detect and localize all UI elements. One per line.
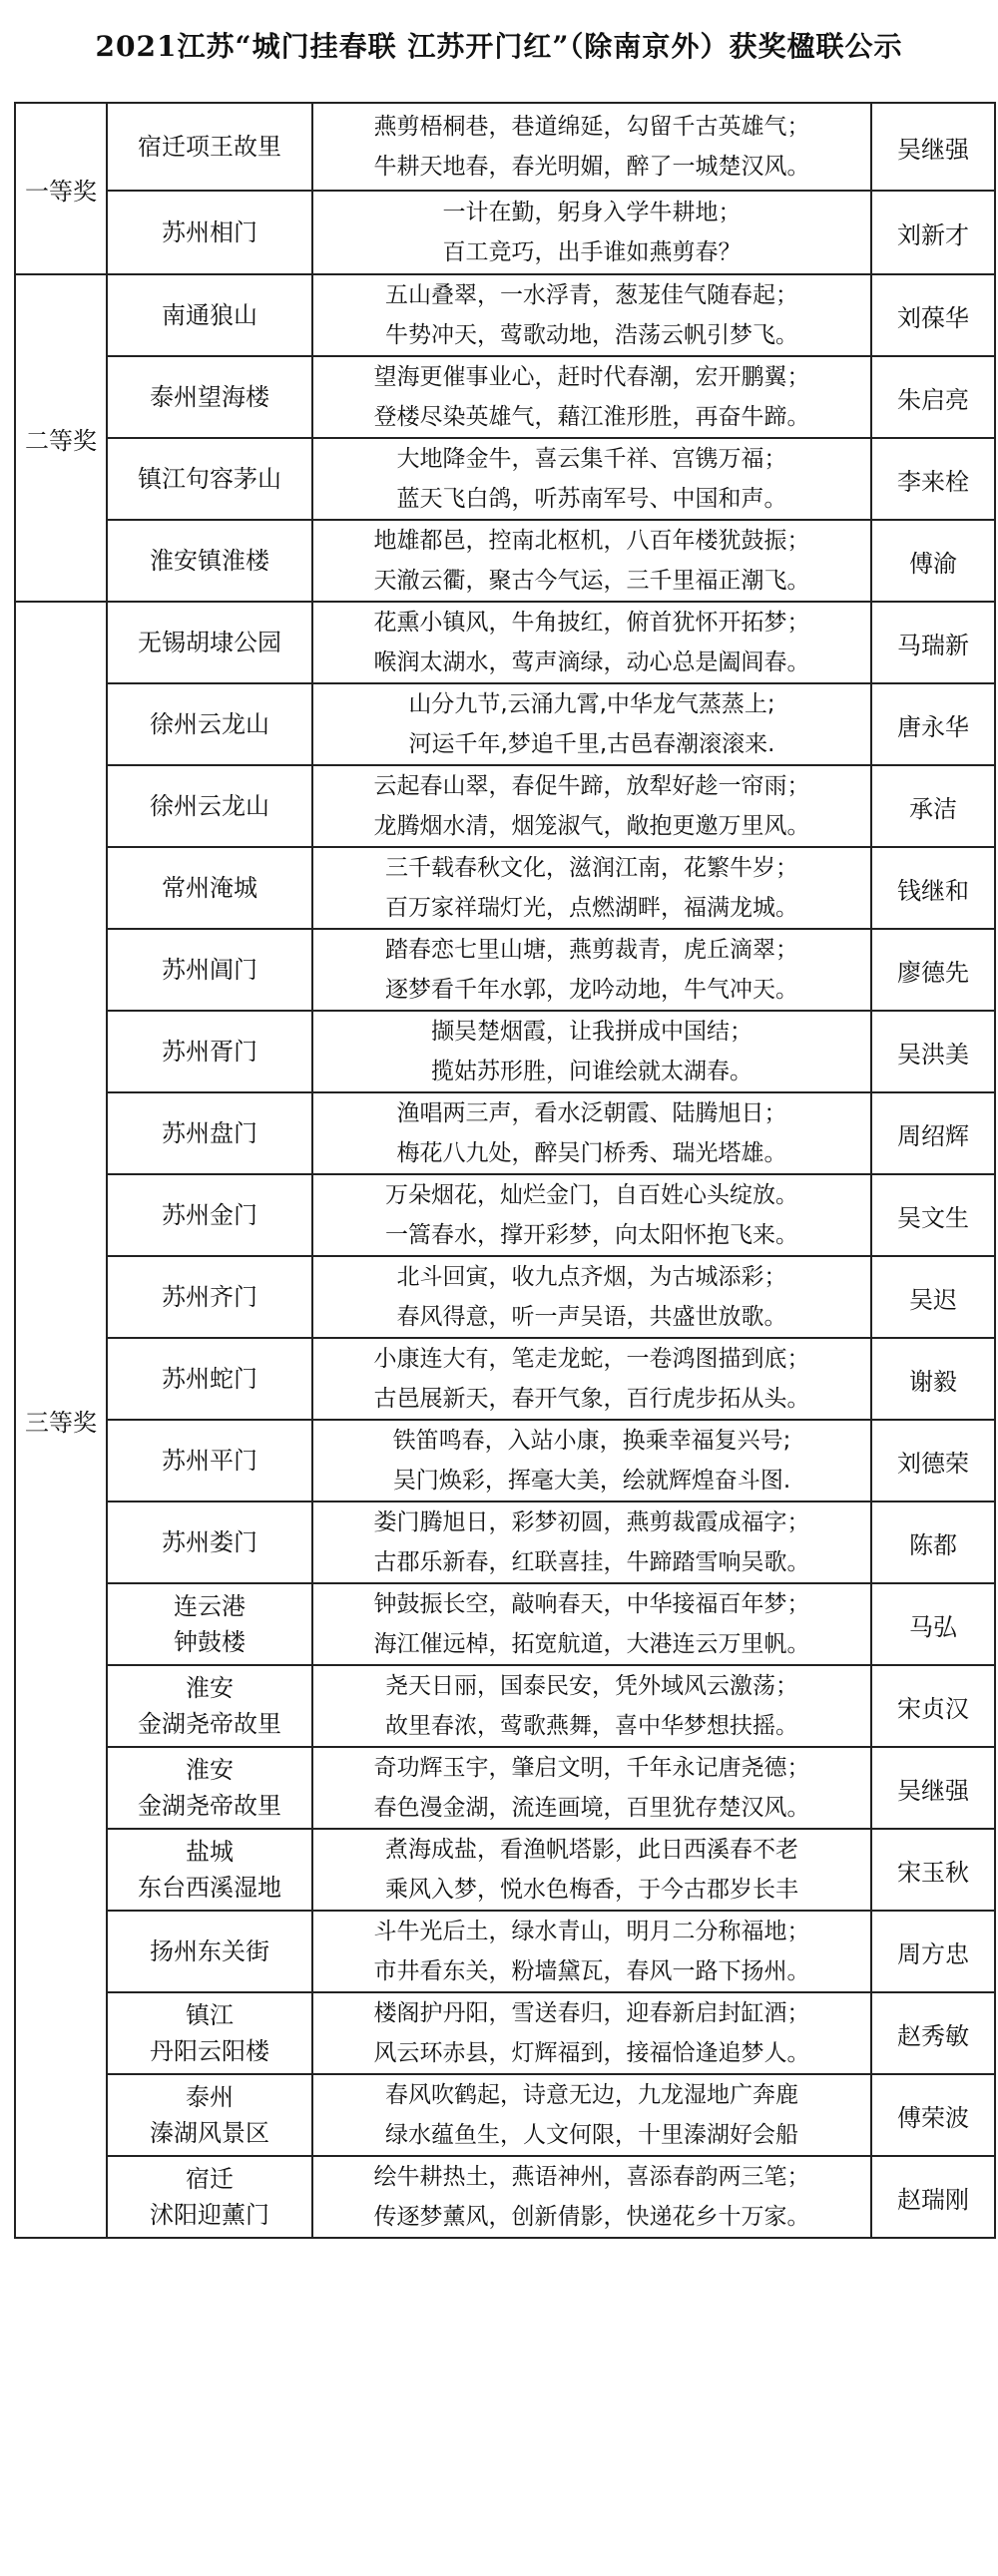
couplet-upper-line: 踏春恋七里山塘，燕剪裁青，虎丘滴翠；	[385, 937, 798, 963]
couplet-lower-line: 天澈云衢，聚古今气运，三千里福正潮飞。	[373, 568, 810, 594]
award-level-cell: 二等奖	[15, 274, 107, 602]
award-level-cell: 一等奖	[15, 103, 107, 274]
author-cell: 吴洪美	[871, 1011, 995, 1092]
author-cell: 吴文生	[871, 1174, 995, 1256]
location-line: 苏州娄门	[162, 1528, 257, 1556]
location-cell	[107, 274, 312, 356]
location-cell	[107, 1420, 312, 1502]
couplet-cell	[312, 1256, 871, 1338]
location-cell	[107, 765, 312, 847]
couplet-cell	[312, 1829, 871, 1911]
couplet-upper-line: 大地降金牛，喜云集千祥、宫镌万福；	[396, 446, 787, 472]
couplet-lower-line: 吴门焕彩，挥毫大美，绘就辉煌奋斗图.	[392, 1468, 791, 1494]
table-row	[15, 1092, 995, 1174]
table-row	[15, 1174, 995, 1256]
couplet-upper-line: 万朵烟花，灿烂金门，自百姓心头绽放。	[385, 1182, 798, 1208]
couplet-lower-line: 绿水蕴鱼生，人文何限，十里溱湖好会船	[385, 2122, 798, 2148]
couplet-cell	[312, 438, 871, 520]
author-cell: 廖德先	[871, 929, 995, 1011]
location-cell	[107, 602, 312, 683]
author-cell: 马弘	[871, 1583, 995, 1665]
location-cell	[107, 1829, 312, 1911]
table-row	[15, 1911, 995, 1992]
location-line: 镇江句容茅山	[138, 465, 281, 493]
location-line: 钟鼓楼	[174, 1628, 246, 1656]
couplet-cell	[312, 2156, 871, 2238]
table-row	[15, 602, 995, 683]
couplet-upper-line: 望海更催事业心，赶时代春潮，宏开鹏翼；	[373, 364, 810, 390]
location-line: 淮安	[186, 1674, 234, 1702]
location-cell	[107, 356, 312, 438]
author-cell: 傅渝	[871, 520, 995, 602]
couplet-lower-line: 故里春浓，莺歌燕舞，喜中华梦想扶摇。	[385, 1713, 798, 1739]
table-row	[15, 1256, 995, 1338]
author-cell: 马瑞新	[871, 602, 995, 683]
couplet-cell	[312, 1338, 871, 1420]
location-line: 泰州望海楼	[150, 383, 269, 411]
location-line: 沭阳迎薰门	[150, 2201, 269, 2229]
table-row	[15, 1338, 995, 1420]
table-row	[15, 847, 995, 929]
location-cell	[107, 1011, 312, 1092]
author-cell: 陈都	[871, 1502, 995, 1583]
couplet-lower-line: 乘风入梦，悦水色梅香，于今古郡岁长丰	[385, 1877, 798, 1903]
location-line: 盐城	[186, 1838, 234, 1866]
couplet-upper-line: 云起春山翠，春促牛蹄，放犁好趁一帘雨；	[373, 773, 810, 799]
couplet-lower-line: 梅花八九处，醉吴门桥秀、瑞光塔雄。	[396, 1140, 787, 1166]
location-line: 淮安镇淮楼	[150, 547, 269, 575]
couplet-cell	[312, 1420, 871, 1502]
location-cell	[107, 1747, 312, 1829]
couplet-lower-line: 龙腾烟水清，烟笼淑气，敞抱更邀万里风。	[373, 813, 810, 839]
location-cell	[107, 683, 312, 765]
couplet-upper-line: 三千载春秋文化，滋润江南，花繁牛岁；	[385, 855, 798, 881]
couplet-cell	[312, 1665, 871, 1747]
location-line: 苏州胥门	[162, 1038, 257, 1066]
couplet-cell	[312, 765, 871, 847]
couplet-cell	[312, 683, 871, 765]
table-row	[15, 356, 995, 438]
couplet-upper-line: 绘牛耕热土，燕语神州，喜添春韵两三笔；	[373, 2164, 810, 2190]
location-line: 苏州平门	[162, 1447, 257, 1475]
location-line: 金湖尧帝故里	[138, 1792, 281, 1820]
author-cell: 周绍辉	[871, 1092, 995, 1174]
location-cell	[107, 2156, 312, 2238]
location-cell	[107, 1092, 312, 1174]
location-line: 扬州东关街	[150, 1937, 269, 1965]
location-cell	[107, 1256, 312, 1338]
location-line: 苏州盘门	[162, 1119, 257, 1147]
location-line: 徐州云龙山	[150, 710, 269, 738]
couplet-upper-line: 花熏小镇风，牛角披红，俯首犹怀开拓梦；	[373, 610, 810, 636]
table-row	[15, 2074, 995, 2156]
couplet-cell	[312, 847, 871, 929]
table-row	[15, 274, 995, 356]
location-line: 苏州金门	[162, 1201, 257, 1229]
location-cell	[107, 191, 312, 274]
location-cell	[107, 847, 312, 929]
couplet-lower-line: 市井看东关，粉墙黛瓦，春风一路下扬州。	[373, 1958, 810, 1984]
couplet-cell	[312, 1092, 871, 1174]
couplet-cell	[312, 356, 871, 438]
author-cell: 钱继和	[871, 847, 995, 929]
author-cell: 吴继强	[871, 1747, 995, 1829]
location-line: 无锡胡埭公园	[138, 629, 281, 656]
location-line: 镇江	[186, 2001, 234, 2029]
location-line: 南通狼山	[162, 301, 257, 329]
couplet-upper-line: 一计在勤，躬身入学牛耕地；	[442, 200, 742, 225]
table-row	[15, 765, 995, 847]
location-cell	[107, 438, 312, 520]
couplet-lower-line: 百万家祥瑞灯光，点燃湖畔，福满龙城。	[385, 895, 798, 921]
couplet-cell	[312, 1174, 871, 1256]
couplet-cell	[312, 274, 871, 356]
author-cell: 赵瑞刚	[871, 2156, 995, 2238]
location-cell	[107, 1583, 312, 1665]
table-row	[15, 1992, 995, 2074]
location-line: 泰州	[186, 2083, 234, 2111]
location-cell	[107, 929, 312, 1011]
table-row	[15, 2156, 995, 2238]
table-row	[15, 1747, 995, 1829]
couplet-cell	[312, 103, 871, 191]
couplet-lower-line: 传逐梦薰风，创新倩影，快递花乡十万家。	[373, 2204, 810, 2230]
couplet-lower-line: 河运千年,梦追千里,古邑春潮滚滚来.	[408, 731, 775, 757]
author-cell: 刘新才	[871, 191, 995, 274]
couplet-upper-line: 地雄都邑，控南北枢机，八百年楼犹鼓振；	[373, 528, 810, 554]
table-row	[15, 438, 995, 520]
location-line: 宿迁	[186, 2165, 234, 2193]
author-cell: 周方忠	[871, 1911, 995, 1992]
couplet-cell	[312, 929, 871, 1011]
table-row	[15, 1420, 995, 1502]
couplet-lower-line: 春风得意，听一声吴语，共盛世放歌。	[396, 1304, 787, 1330]
couplet-cell	[312, 1583, 871, 1665]
location-cell	[107, 2074, 312, 2156]
location-line: 徐州云龙山	[150, 792, 269, 820]
couplet-cell	[312, 602, 871, 683]
location-line: 苏州蛇门	[162, 1365, 257, 1393]
couplet-upper-line: 娄门腾旭日，彩梦初圆，燕剪裁霞成福字；	[373, 1509, 810, 1535]
table-row	[15, 1011, 995, 1092]
location-cell	[107, 103, 312, 191]
couplet-cell	[312, 2074, 871, 2156]
couplet-upper-line: 奇功辉玉宇，肇启文明，千年永记唐尧德；	[373, 1755, 810, 1781]
couplet-upper-line: 尧天日丽，国泰民安，凭外域风云激荡；	[385, 1673, 798, 1699]
location-line: 东台西溪湿地	[138, 1874, 281, 1902]
author-cell: 傅荣波	[871, 2074, 995, 2156]
author-cell: 谢毅	[871, 1338, 995, 1420]
couplet-upper-line: 煮海成盐，看渔帆塔影，此日西溪春不老	[385, 1837, 798, 1863]
table-row	[15, 683, 995, 765]
location-line: 丹阳云阳楼	[150, 2037, 269, 2065]
table-row	[15, 1829, 995, 1911]
couplet-cell	[312, 1011, 871, 1092]
awards-table	[14, 102, 996, 2239]
author-cell: 吴继强	[871, 103, 995, 191]
author-cell: 承洁	[871, 765, 995, 847]
location-cell	[107, 1665, 312, 1747]
couplet-lower-line: 牛耕天地春，春光明媚，醉了一城楚汉风。	[373, 154, 810, 180]
table-row	[15, 929, 995, 1011]
table-row	[15, 103, 995, 191]
couplet-upper-line: 钟鼓振长空，敲响春天，中华接福百年梦；	[373, 1591, 810, 1617]
document-title: 2021江苏“城门挂春联 江苏开门红”（除南京外）获奖楹联公示	[95, 30, 903, 63]
couplet-cell	[312, 191, 871, 274]
table-row	[15, 191, 995, 274]
couplet-lower-line: 风云环赤县，灯辉福到，接福恰逢追梦人。	[373, 2040, 810, 2066]
couplet-lower-line: 蓝天飞白鸽，听苏南军号、中国和声。	[396, 486, 787, 512]
author-cell: 刘德荣	[871, 1420, 995, 1502]
location-line: 淮安	[186, 1756, 234, 1784]
location-line: 金湖尧帝故里	[138, 1710, 281, 1738]
author-cell: 朱启亮	[871, 356, 995, 438]
location-cell	[107, 1502, 312, 1583]
table-row	[15, 1665, 995, 1747]
couplet-upper-line: 五山叠翠，一水浮青，葱茏佳气随春起；	[385, 282, 798, 308]
location-line: 苏州相门	[162, 218, 257, 246]
couplet-upper-line: 山分九节,云涌九霄,中华龙气蒸蒸上;	[408, 691, 775, 717]
couplet-upper-line: 春风吹鹤起，诗意无边，九龙湿地广奔鹿	[385, 2082, 798, 2108]
award-level-cell: 三等奖	[15, 602, 107, 2238]
author-cell: 李来栓	[871, 438, 995, 520]
couplet-cell	[312, 1992, 871, 2074]
table-row	[15, 520, 995, 602]
couplet-upper-line: 铁笛鸣春，入站小康，换乘幸福复兴号;	[392, 1428, 791, 1454]
couplet-lower-line: 登楼尽染英雄气，藉江淮形胜，再奋牛蹄。	[373, 404, 810, 430]
couplet-upper-line: 楼阁护丹阳，雪送春归，迎春新启封缸酒；	[373, 2000, 810, 2026]
author-cell: 吴迟	[871, 1256, 995, 1338]
location-line: 苏州阊门	[162, 956, 257, 984]
couplet-lower-line: 一篙春水，撑开彩梦，向太阳怀抱飞来。	[385, 1222, 798, 1248]
couplet-lower-line: 百工竞巧，出手谁如燕剪春？	[442, 239, 742, 265]
couplet-lower-line: 春色漫金湖，流连画境，百里犹存楚汉风。	[373, 1795, 810, 1821]
table-row	[15, 1583, 995, 1665]
location-cell	[107, 1174, 312, 1256]
location-line: 苏州齐门	[162, 1283, 257, 1311]
couplet-lower-line: 逐梦看千年水郭，龙吟动地，牛气冲天。	[385, 977, 798, 1003]
location-line: 连云港	[174, 1592, 246, 1620]
couplet-lower-line: 喉润太湖水，莺声滴绿，动心总是阖闾春。	[373, 649, 810, 675]
author-cell: 唐永华	[871, 683, 995, 765]
author-cell: 宋玉秋	[871, 1829, 995, 1911]
couplet-lower-line: 古邑展新天，春开气象，百行虎步拓从头。	[373, 1386, 810, 1412]
couplet-cell	[312, 1502, 871, 1583]
location-line: 溱湖风景区	[150, 2119, 269, 2147]
couplet-lower-line: 牛势冲天，莺歌动地，浩荡云帆引梦飞。	[385, 322, 798, 348]
couplet-upper-line: 北斗回寅，收九点齐烟，为古城添彩；	[396, 1264, 787, 1290]
author-cell: 刘葆华	[871, 274, 995, 356]
location-cell	[107, 1992, 312, 2074]
author-cell: 赵秀敏	[871, 1992, 995, 2074]
couplet-upper-line: 渔唱两三声，看水泛朝霞、陆腾旭日；	[396, 1100, 787, 1126]
location-cell	[107, 1911, 312, 1992]
couplet-upper-line: 燕剪梧桐巷，巷道绵延，勾留千古英雄气；	[373, 114, 810, 140]
location-line: 宿迁项王故里	[138, 133, 281, 161]
couplet-upper-line: 斗牛光后土，绿水青山，明月二分称福地；	[373, 1919, 810, 1944]
couplet-lower-line: 揽姑苏形胜，问谁绘就太湖春。	[431, 1059, 752, 1084]
couplet-cell	[312, 1911, 871, 1992]
author-cell: 宋贞汉	[871, 1665, 995, 1747]
couplet-upper-line: 小康连大有，笔走龙蛇，一卷鸿图描到底；	[373, 1346, 810, 1372]
couplet-cell	[312, 1747, 871, 1829]
location-cell	[107, 1338, 312, 1420]
couplet-cell	[312, 520, 871, 602]
couplet-lower-line: 古郡乐新春，红联喜挂，牛蹄踏雪响吴歌。	[373, 1549, 810, 1575]
location-cell	[107, 520, 312, 602]
location-line: 常州淹城	[162, 874, 257, 902]
couplet-lower-line: 海江催远棹，拓宽航道，大港连云万里帆。	[373, 1631, 810, 1657]
table-row	[15, 1502, 995, 1583]
couplet-upper-line: 撷吴楚烟霞，让我拼成中国结；	[431, 1019, 752, 1045]
